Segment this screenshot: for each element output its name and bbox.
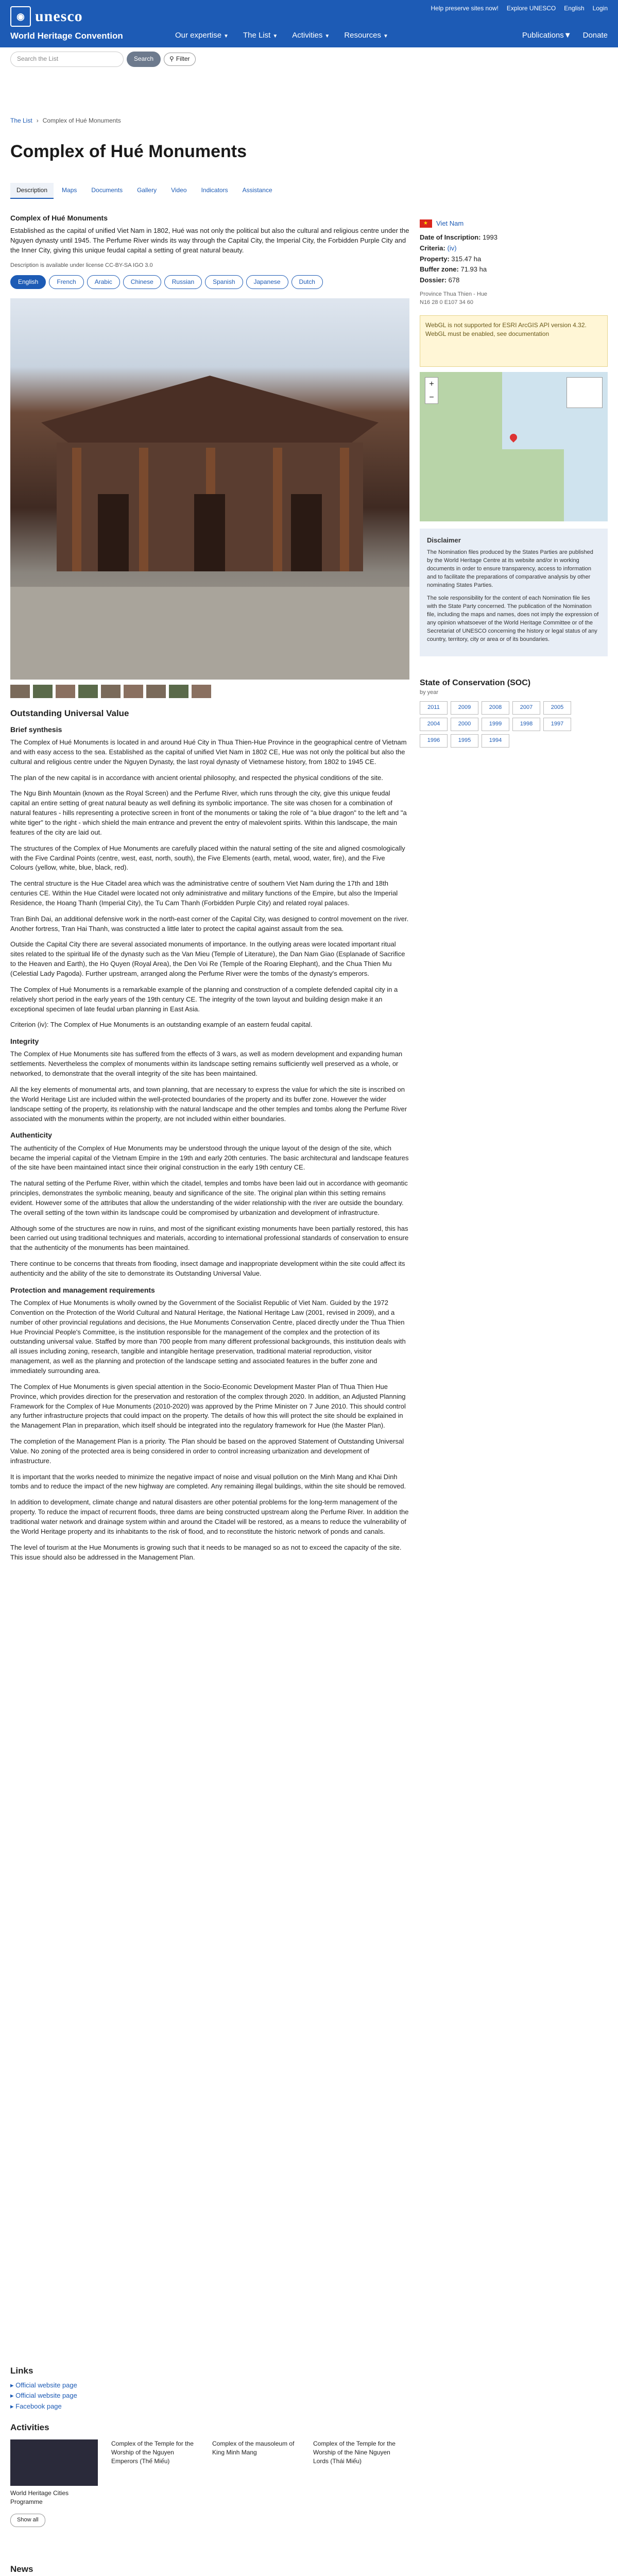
soc-year-link[interactable]: 1998 — [512, 718, 540, 731]
nav-the-list[interactable]: The List ▼ — [243, 31, 278, 40]
thumbnail[interactable] — [10, 685, 30, 698]
soc-years-grid — [420, 701, 608, 748]
photo-door — [98, 494, 129, 571]
country-header — [420, 219, 608, 229]
main-nav-right — [522, 30, 608, 41]
soc-section — [420, 677, 608, 748]
thumbnail[interactable] — [56, 685, 75, 698]
links-heading: Links — [10, 2366, 33, 2376]
photo-pillar — [273, 448, 282, 571]
integrity-paragraph: All the key elements of monumental arts, and town planning, that are necessary to express the value for which the site is inscribed on the World Heritage List are included within the well-protected boundaries of the property and its buffer zone. However the wider landscape setting of the property, its relationship with the natural landscape and the other temples and tombs along the Perfume River associated with the monuments within the property, are not included within either boundaries. — [10, 1086, 407, 1123]
official-website-link[interactable]: Official website page — [15, 2381, 77, 2389]
ouv-paragraph: The structures of the Complex of Hue Monuments are carefully placed within the natural setting of the site and aligned cosmologically with the Five Cardinal Points (centre, west, east, north, south), the Five Elements (earth, metal, wood, water, fire), and the Five Colours (yellow, white, blue, black, red). — [10, 844, 405, 872]
lang-english[interactable]: English — [10, 275, 46, 289]
tab-video[interactable]: Video — [171, 187, 187, 194]
authenticity-paragraph: The natural setting of the Perfume River, within which the citadel, temples and tombs have been laid out in accordance with geomantic principles, demonstrates the symbolic meaning, beauty and significance of the site. The original plan within this setting remains evident. However some of the attributes that allow the understanding of the wider relationship with the river are outside the boundary. The overall setting of the town within its landscape could be compromised by urbanization and development of infrastructure. — [10, 1179, 408, 1216]
photo-roof-shape — [41, 376, 379, 443]
search-button[interactable]: Search — [127, 52, 161, 67]
chevron-down-icon: ▼ — [224, 33, 229, 39]
breadcrumb-current: Complex of Hué Monuments — [42, 117, 121, 124]
map-zoom-control[interactable]: + − — [425, 377, 438, 404]
main-nav — [175, 30, 388, 41]
activity-card[interactable]: World Heritage Cities Programme — [10, 2439, 98, 2507]
thumbnail[interactable] — [101, 685, 121, 698]
search-input[interactable]: Search the List — [10, 52, 124, 67]
disclaimer-text: The sole responsibility for the content of each Nomination file lies with the State Party concerned. The publication of the Nomination file, including the maps and names, does not imply the expression of any opinion whatsoever of the World Heritage Committee or of the Secretariat of UNESCO concerning the history or legal status of any country, territory, city or area or of its boundaries. — [427, 595, 599, 643]
chevron-down-icon: ▼ — [324, 33, 330, 39]
protection-paragraph: The Complex of Hue Monuments is wholly owned by the Government of the Socialist Republic of Viet Nam. Guided by the 1972 Convention on the Protection of the World Cultural and Natural Heritage, the National Heritage Law (2001, revised in 2009), and a number of other provincial regulations and decisions, the Hue Monuments Conservation Centre, placed directly under the Thua Thien Hue Provincial People's Committee, is the institution responsible for the management of the complex and the protection of its outstanding universal value. Staffed by more than 700 people from many different professional backgrounds, this institution deals with all issues including zoning, research, tangible and intangible heritage preservation, traditional material reproduction, visitor management, as well as the planning and protection of the landscape setting and associated features in the buffer zone and immediately surrounding area. — [10, 1299, 406, 1375]
activities-grid — [10, 2439, 412, 2507]
soc-year-link[interactable]: 2009 — [451, 701, 478, 715]
news-heading: News — [10, 2564, 33, 2574]
logo-text: unesco — [35, 8, 83, 25]
info-criteria: Criteria: (iv) — [420, 244, 457, 252]
show-all-activities-button[interactable]: Show all — [10, 2514, 45, 2527]
ouv-paragraph: The central structure is the Hue Citadel area which was the administrative centre of southern Viet Nam during the 17th and 18th centuries CE. Within the Hue Citadel were located not only administrative and military functions of the Empire, but also the Imperial Residence, the Hoang Thanh (Imperial City), the Tu Cam Thanh (Forbidden Purple City) and related royal palaces. — [10, 879, 398, 907]
nav-donate[interactable]: Donate — [582, 31, 608, 40]
explore-unesco-link[interactable]: Explore UNESCO — [506, 5, 556, 12]
authenticity-paragraph: There continue to be concerns that threats from flooding, insect damage and inappropriate development within the site could affect its authenticity and the ability of the site to demonstrate its Outstanding Universal Value. — [10, 1260, 405, 1277]
thumbnail[interactable] — [124, 685, 143, 698]
soc-year-link[interactable]: 1997 — [543, 718, 571, 731]
page-title: Complex of Hué Monuments — [10, 142, 247, 161]
description-heading: Complex of Hué Monuments — [10, 214, 108, 222]
license-note: Description is available under license CC-BY-SA IGO 3.0 — [10, 262, 153, 268]
ouv-paragraph: Outside the Capital City there are several associated monuments of importance. In the outlying areas were located important ritual sites related to the spiritual life of the dynasty such as the Van Mieu (Temple of Literature), the Dan Nam Giao (Esplanade of Sacrifice to the Heaven and Earth), the Ho Quyen (Royal Area), the Den Voi Re (Temple of the Roaring Elephant), and the Chua Thien Mu (Celestial Lady Pagoda). Further upstream, arranged along the Perfume River were the tombs of the dynasty's emperors. — [10, 940, 405, 977]
activities-heading: Activities — [10, 2422, 49, 2432]
soc-year-link[interactable]: 2008 — [482, 701, 509, 715]
info-inscription: Date of Inscription: 1993 — [420, 233, 497, 241]
nav-activities[interactable]: Activities ▼ — [292, 31, 330, 40]
tab-assistance[interactable]: Assistance — [242, 187, 272, 194]
photo-thumbnails — [10, 685, 409, 698]
nav-resources[interactable]: Resources ▼ — [344, 31, 388, 40]
soc-heading: State of Conservation (SOC) — [420, 679, 531, 688]
language-selector[interactable]: English — [564, 5, 585, 12]
soc-year-link[interactable]: 2005 — [543, 701, 571, 715]
unesco-temple-icon: ◉ — [10, 6, 31, 27]
ouv-paragraph: The Ngu Binh Mountain (known as the Royal Screen) and the Perfume River, which runs through the city, give this unique feudal capital an entire setting of great natural beauty as well defining its symbolic importance. The site was chosen for a combination of natural features - hills representing a protective screen in front of the monuments or taking the role of "a blue dragon" to the left and "a white tiger" to the right - which shield the main entrance and prevent the entry of malevolent spirits. Within this landscape, the main features of the city are laid out. — [10, 789, 407, 836]
help-preserve-link[interactable]: Help preserve sites now! — [431, 5, 499, 12]
protection-paragraph: It is important that the works needed to minimize the negative impact of noise and visual pollution on the Minh Mang and Khai Dinh tombs and to reduce the impact of the new highway are completed. Any remaining illegal buildings, within the site should be removed. — [10, 1472, 406, 1490]
criteria-link[interactable]: (iv) — [447, 244, 457, 252]
ouv-paragraph: The Complex of Hué Monuments is a remarkable example of the planning and construction of a complete defended capital city in a relatively short period in the early years of the 19th century CE. The integrity of the town layout and building design make it an exceptional specimen of late feudal urban planning in East Asia. — [10, 985, 398, 1013]
lang-arabic[interactable]: Arabic — [87, 275, 120, 289]
thumbnail[interactable] — [169, 685, 188, 698]
soc-by-year: by year — [420, 689, 439, 696]
facebook-link[interactable]: Facebook page — [15, 2402, 62, 2411]
main-photo[interactable] — [10, 298, 409, 680]
map-webgl-warning: WebGL is not supported for ESRI ArcGIS API version 4.32. WebGL must be enabled, see documentation — [420, 315, 608, 367]
soc-year-link[interactable]: 2011 — [420, 701, 448, 715]
login-link[interactable]: Login — [592, 5, 608, 12]
brief-synthesis-heading: Brief synthesis — [10, 725, 62, 734]
tab-indicators[interactable]: Indicators — [201, 187, 228, 194]
photo-pillar — [72, 448, 81, 571]
lang-dutch[interactable]: Dutch — [291, 275, 323, 289]
top-links — [431, 4, 608, 13]
links-section — [10, 2365, 77, 2413]
lang-french[interactable]: French — [49, 275, 83, 289]
map-land — [502, 449, 564, 521]
location-coords: Province Thua Thien - Hue N16 28 0 E107 34 60 — [420, 291, 488, 306]
ouv-heading: Outstanding Universal Value — [10, 708, 129, 719]
photo-door — [194, 494, 225, 571]
integrity-paragraph: The Complex of Hue Monuments site has suffered from the effects of 3 wars, as well as modern development and expanding human settlements. Nevertheless the complex of monuments within its landscape setting remains sufficiently well preserved as a whole, or networked, to demonstrate that the overall integrity of the site has been maintained. — [10, 1050, 403, 1078]
breadcrumb — [10, 116, 121, 125]
info-dossier: Dossier: 678 — [420, 276, 460, 284]
authenticity-heading: Authenticity — [10, 1131, 52, 1140]
top-header — [0, 0, 618, 47]
nav-our-expertise[interactable]: Our expertise ▼ — [175, 31, 229, 40]
tab-gallery[interactable]: Gallery — [137, 187, 157, 194]
protection-paragraph: In addition to development, climate change and natural disasters are other potential problems for the long-term management of the property. To reduce the impact of recurrent floods, three dams are being constructed upstream along the Perfume River. In addition the traditional water network and drainage system within and around the Citadel will be restored, as a means to reduce the vulnerability of the World Heritage property and its inhabitants to the risk of flood, and to reconstitute the historic network of ponds and canals. — [10, 1498, 409, 1535]
sidebar — [420, 219, 608, 748]
lang-russian[interactable]: Russian — [164, 275, 202, 289]
ouv-paragraph: Tran Binh Dai, an additional defensive work in the north-east corner of the Capital City, was designed to control movement on the river. Another fortress, Tran Hai Thanh, was constructed a little later to protect the capital against assault from the sea. — [10, 914, 409, 933]
soc-year-link[interactable]: 1996 — [420, 734, 448, 748]
activities-section — [10, 2421, 412, 2527]
language-switcher — [10, 275, 409, 289]
soc-year-link[interactable]: 2004 — [420, 718, 448, 731]
main-content — [10, 209, 409, 1568]
photo-pillar — [340, 448, 349, 571]
chevron-down-icon: ▼ — [383, 33, 388, 39]
thumbnail[interactable] — [192, 685, 211, 698]
site-name[interactable]: World Heritage Convention — [10, 31, 123, 41]
protection-paragraph: The level of tourism at the Hue Monuments is growing such that it needs to be managed so as not to exceed the capacity of the site. This issue should also be addressed in the Management Plan. — [10, 1543, 402, 1561]
authenticity-paragraph: The authenticity of the Complex of Hue Monuments may be understood through the unique layout of the design of the site, which became the imperial capital of the Vietnam Empire in the 19th and early 20th centuries. The basic architectural and landscape features of the site have been maintained intact since their original construction in the early 19th century CE. — [10, 1144, 409, 1172]
country-link[interactable]: Viet Nam — [436, 219, 464, 227]
integrity-heading: Integrity — [10, 1037, 39, 1046]
breadcrumb-separator-icon: › — [36, 117, 39, 124]
activity-image — [10, 2439, 98, 2486]
tab-documents[interactable]: Documents — [91, 187, 123, 194]
soc-year-link[interactable]: 2007 — [512, 701, 540, 715]
official-website-link[interactable]: Official website page — [15, 2392, 77, 2400]
info-buffer-zone: Buffer zone: 71.93 ha — [420, 265, 487, 274]
filter-icon: ⚲ — [169, 55, 174, 63]
chevron-down-icon: ▼ — [563, 31, 572, 40]
soc-year-link[interactable]: 2000 — [451, 718, 478, 731]
thumbnail[interactable] — [78, 685, 98, 698]
map-overview[interactable] — [566, 377, 603, 408]
map-marker-icon[interactable] — [508, 432, 519, 443]
disclaimer-box — [420, 529, 608, 656]
criterion-paragraph: Criterion (iv): The Complex of Hue Monuments is an outstanding example of an eastern feudal capital. — [10, 1021, 313, 1029]
disclaimer-heading: Disclaimer — [427, 536, 461, 544]
thumbnail[interactable] — [146, 685, 166, 698]
thumbnail[interactable] — [33, 685, 53, 698]
photo-ground — [10, 587, 409, 680]
disclaimer-text: The Nomination files produced by the States Parties are published by the World Heritage Centre at its website and/or in working documents in order to ensure transparency, access to information and to facilitate the preparations of comparative analysis by other nominating States Parties. — [427, 549, 593, 588]
tab-maps[interactable]: Maps — [62, 187, 77, 194]
description-intro: Established as the capital of unified Viet Nam in 1802, Hué was not only the political but also the cultural and religious centre under the Nguyen dynasty until 1945. The Perfume River winds its way through the Capital City, the Imperial City, the Forbidden Purple City and the Inner City, giving this unique feudal capital a setting of great natural beauty. — [10, 227, 409, 254]
tab-description[interactable]: Description — [10, 183, 54, 199]
site-map[interactable] — [420, 372, 608, 521]
lang-spanish[interactable]: Spanish — [205, 275, 243, 289]
nav-publications[interactable]: Publications▼ — [522, 31, 572, 40]
protection-paragraph: The completion of the Management Plan is a priority. The Plan should be based on the approved Statement of Outstanding Universal Value. No zoning of the protected area is being considered in order to control increasing urbanization and development of infrastructure. — [10, 1437, 404, 1465]
chevron-down-icon: ▼ — [272, 33, 278, 39]
vietnam-flag-icon — [420, 219, 432, 228]
soc-year-link[interactable]: 1994 — [482, 734, 509, 748]
ouv-paragraph: The plan of the new capital is in accordance with ancient oriental philosophy, and respected the physical conditions of the site. — [10, 773, 383, 782]
breadcrumb-the-list[interactable]: The List — [10, 117, 32, 124]
ouv-paragraph: The Complex of Hué Monuments is located in and around Hué City in Thua Thien-Hue Province in the geographical centre of Vietnam and with easy access to the sea. Established as the capital of unified Viet Nam in 1802 CE, Hue was not only the political but also the cultural and religious centre under the Nguyen Dynasty, the last royal dynasty of Vietnamese history, from 1802 to 1945 CE. — [10, 738, 407, 766]
protection-paragraph: The Complex of Hue Monuments is given special attention in the Socio-Economic Development Master Plan of Thua Thien Hue Province, which provides direction for the preservation and restoration of the complex through 2020. In addition, an Adjusted Planning Framework for the Complex of Hue Monuments (2010-2020) was approved by the Prime Minister on 7 June 2010. This should control any further infrastructure projects that could impact on the property. The details of how this will protect the site should be explained in the Management Plan in preparation, which itself should be integrated into the regulatory framework for Hue (the Master Plan). — [10, 1382, 406, 1430]
activity-card[interactable]: Complex of the Temple for the Worship of the Nguyen Emperors (Thế Miếu) — [111, 2439, 194, 2465]
soc-year-link[interactable]: 1999 — [482, 718, 509, 731]
protection-heading: Protection and management requirements — [10, 1285, 155, 1294]
info-property: Property: 315.47 ha — [420, 255, 482, 263]
unesco-logo[interactable] — [10, 5, 83, 28]
lang-japanese[interactable]: Japanese — [246, 275, 288, 289]
filter-button[interactable]: ⚲ Filter — [164, 53, 195, 66]
photo-door — [291, 494, 322, 571]
activity-card[interactable]: Complex of the Temple for the Worship of the Nine Nguyen Lords (Thái Miếu) — [313, 2439, 396, 2465]
activity-card[interactable]: Complex of the mausoleum of King Minh Mang — [212, 2439, 295, 2456]
news-section — [10, 2563, 103, 2576]
authenticity-paragraph: Although some of the structures are now in ruins, and most of the significant existing monuments have been partially restored, this has been carried out using traditional techniques and materials, according to international professional standards of conservation to ensure that the authenticity of the monuments has been maintained. — [10, 1224, 409, 1252]
section-tabs — [10, 183, 279, 199]
lang-chinese[interactable]: Chinese — [123, 275, 161, 289]
photo-pillar — [139, 448, 148, 571]
soc-year-link[interactable]: 1995 — [451, 734, 478, 748]
search-bar — [10, 52, 196, 67]
